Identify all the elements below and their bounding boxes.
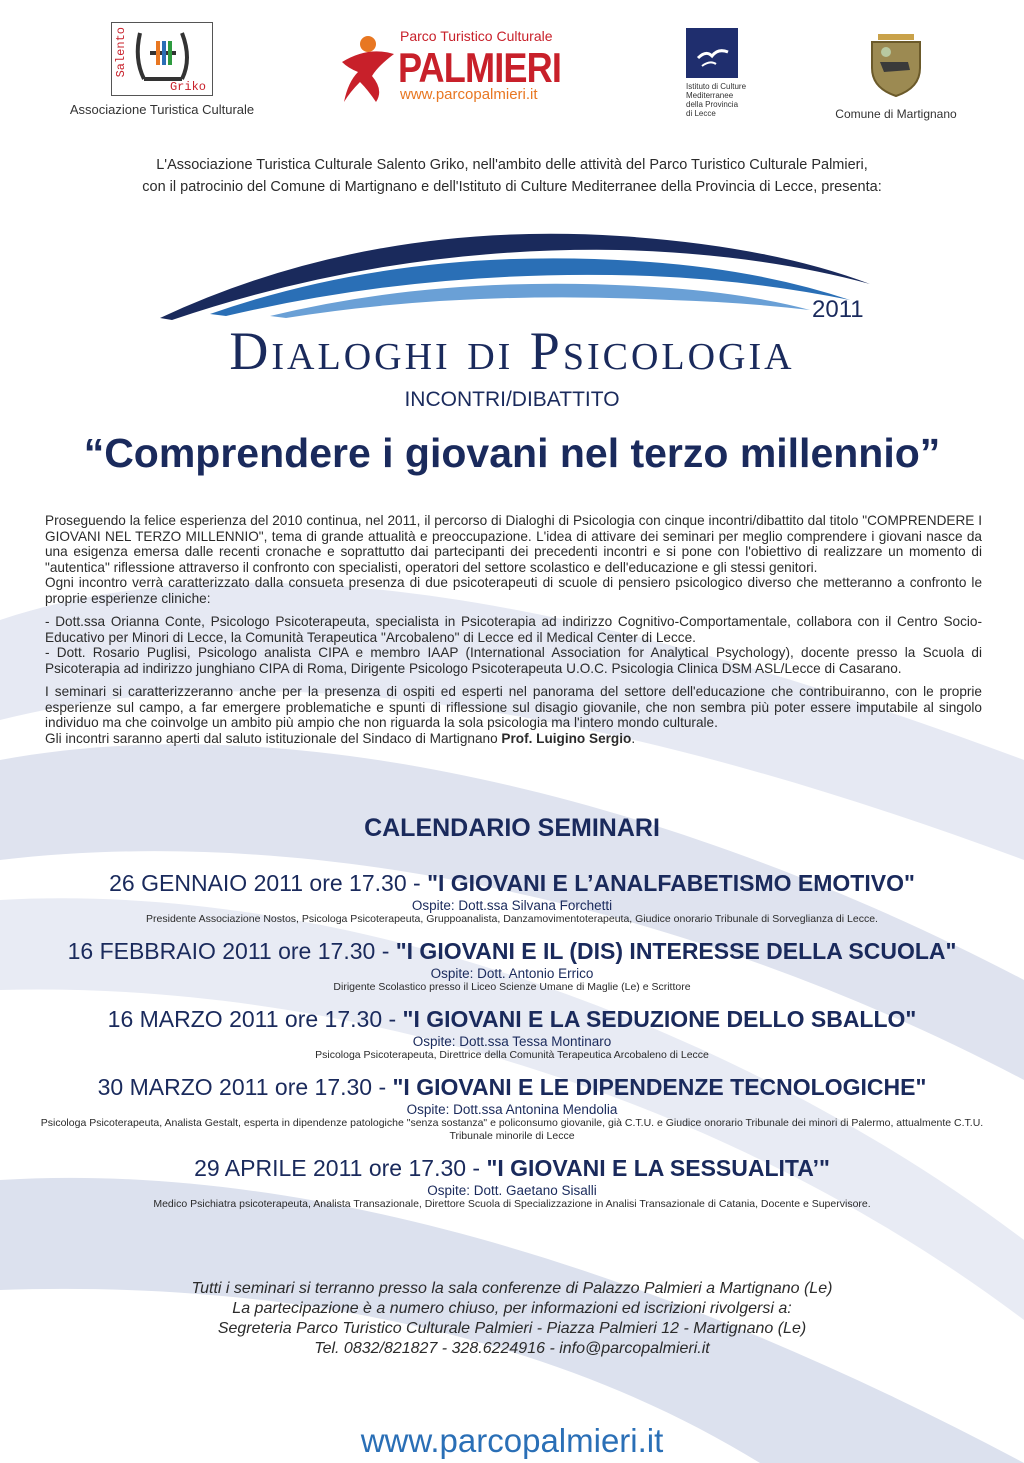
event-title: "I GIOVANI E L’ANALFABETISMO EMOTIVO" — [427, 870, 915, 896]
subtitle: INCONTRI/DIBATTITO — [404, 388, 620, 411]
body-paragraph: Proseguendo la felice esperienza del 2010 continua, nel 2011, il percorso di Dialoghi di Psicologia con cinque incontri/dibattito dal titolo "COMPRENDERE I GIOVANI NEL TERZO MILLENNIO", tema di grande attualità e preoccupazione. L'idea di attivare dei seminari per meglio comprendere i giovani nasce da una esigenza emersa dalle recenti cronache e soprattutto dai partecipanti dei precedenti incontri e si pone con l'obiettivo di realizzare un momento di "autentica" riflessione attraverso il confronto con specialisti, operatori del settore scolastico e dell'educazione e gli stessi genitori. — [45, 513, 982, 575]
body-paragraph: Ogni incontro verrà caratterizzato dalla consueta presenza di due psicoterapeuti di scuole di pensiero psicologico diverso che metteranno a confronto le proprie esperienze cliniche: — [45, 575, 982, 606]
body-text — [45, 513, 982, 746]
event-list — [30, 868, 994, 1221]
sindaco-name: Prof. Luigino Sergio — [501, 730, 632, 746]
event-date: 16 MARZO 2011 ore 17.30 - — [107, 1006, 403, 1032]
event-heading — [30, 1153, 994, 1183]
body-paragraph-sindaco — [45, 731, 982, 747]
sindaco-end: . — [631, 730, 636, 746]
istituto-line: Mediterranee — [686, 91, 734, 100]
footer-info — [0, 1279, 1024, 1359]
swoosh-graphic — [150, 218, 880, 328]
event-title: "I GIOVANI E IL (DIS) INTERESSE DELLA SCUOLA" — [395, 938, 957, 964]
palmieri-tagline: Parco Turistico Culturale — [400, 28, 553, 44]
body-paragraph-conte — [45, 614, 982, 645]
event-guest-desc: Dirigente Scolastico presso il Liceo Scienze Umane di Maglie (Le) e Scrittore — [333, 981, 691, 993]
event-heading — [30, 1072, 994, 1102]
conte-desc: Psicologo Psicoterapeuta, specialista in Psicoterapia ad indirizzo Cognitivo-Comportamentale, collabora con il Centro Socio-Educativo per Minori di Lecce, la Comunità Terapeutica "Arcobaleno" di Lecce ed il Medical Center di Lecce. — [45, 614, 982, 645]
event-guest-desc: Presidente Associazione Nostos, Psicologa Psicoterapeuta, Gruppoanalista, Danzamovimentoterapeuta, Giudice onorario Tribunale di Sorveglianza di Lecce. — [146, 913, 878, 925]
event-guest-desc: Medico Psichiatra psicoterapeuta, Analista Transazionale, Direttore Scuola di Specializzazione in Analisi Transazionale di Catania, Docente e Supervisore. — [153, 1198, 871, 1210]
event-guest: Ospite: Dott. Antonio Errico — [430, 966, 594, 981]
intro-line: L'Associazione Turistica Culturale Salento Griko, nell'ambito delle attività del Parco Turistico Culturale Palmieri, — [156, 157, 868, 173]
palmieri-logo — [338, 24, 578, 104]
footer-line: Segreteria Parco Turistico Culturale Palmieri - Piazza Palmieri 12 - Martignano (Le) — [217, 1320, 807, 1337]
griko-mark — [111, 22, 213, 96]
event-date: 16 FEBBRAIO 2011 ore 17.30 - — [67, 938, 396, 964]
event-title: "I GIOVANI E LA SEDUZIONE DELLO SBALLO" — [402, 1006, 917, 1032]
sindaco-text: Gli incontri saranno aperti dal saluto istituzionale del Sindaco di Martignano — [45, 730, 502, 746]
body-paragraph: I seminari si caratterizzeranno anche per la presenza di ospiti ed esperti nel panorama del settore dell'educazione che contribuiranno, con le proprie esperienze sul campo, a far emergere problematiche e spunti di riflessione sul disagio giovanile, che non sembra più poter essere imputabile al singolo individuo ma che coinvolge un ambito più ampio che non riguarda la sola psicologia ma l'intero mondo culturale. — [45, 684, 982, 730]
puglisi-desc: Psicologo analista CIPA e membro IAAP (International Association for Analytical Psychology), docente presso la Scuola di Psicoterapia ad indirizzo junghiano CIPA di Roma, Dirigente Psicologo Psicoterapeuta U.O.C. Psicologia Clinica DSM ASL/Lecce di Casarano. — [45, 645, 982, 676]
event-date: 29 APRILE 2011 ore 17.30 - — [194, 1155, 487, 1181]
istituto-line: della Provincia — [686, 100, 739, 109]
conte-name: - Dott.ssa Orianna Conte, — [45, 614, 205, 629]
footer-contacts: Tel. 0832/821827 - 328.6224916 - info@parcopalmieri.it — [314, 1340, 710, 1357]
coat-of-arms-icon — [856, 28, 936, 98]
event-date: 30 MARZO 2011 ore 17.30 - — [97, 1074, 393, 1100]
griko-caption: Associazione Turistica Culturale — [69, 102, 255, 117]
event-guest: Ospite: Dott.ssa Silvana Forchetti — [411, 898, 613, 913]
event-item — [30, 936, 994, 994]
event-guest-desc: Psicologa Psicoterapeuta, Analista Gestalt, esperta in dipendenze patologiche "senza sostanza" e policonsumo giovanile, già C.T.U. e Giudice onorario Tribunale dei minori di Palermo, attualmente C.T.U. Tribunale minorile di Lecce — [40, 1117, 984, 1142]
intro — [40, 154, 984, 198]
event-item — [30, 1153, 994, 1211]
headline: “Comprendere i giovani nel terzo millennio” — [83, 430, 941, 476]
event-guest: Ospite: Dott.ssa Tessa Montinaro — [412, 1034, 612, 1049]
istituto-birds-icon — [686, 28, 738, 78]
main-title: Dialoghi di Psicologia — [229, 321, 795, 381]
palmieri-web: www.parcopalmieri.it — [400, 86, 538, 103]
calendar-title: CALENDARIO SEMINARI — [364, 814, 660, 842]
event-heading — [30, 1004, 994, 1034]
event-title: "I GIOVANI E LE DIPENDENZE TECNOLOGICHE" — [392, 1074, 927, 1100]
website-url: www.parcopalmieri.it — [360, 1422, 664, 1459]
puglisi-name: - Dott. Rosario Puglisi, — [45, 645, 191, 660]
salento-griko-logo — [62, 22, 262, 117]
footer-line: Tutti i seminari si terranno presso la sala conferenze di Palazzo Palmieri a Martignano (Le) — [191, 1280, 833, 1297]
event-item — [30, 1072, 994, 1143]
title-year: 2011 — [812, 296, 864, 323]
event-date: 26 GENNAIO 2011 ore 17.30 - — [109, 870, 428, 896]
palmieri-name: PALMIERI — [398, 44, 562, 91]
body-paragraph-puglisi — [45, 645, 982, 676]
event-guest: Ospite: Dott.ssa Antonina Mendolia — [406, 1102, 618, 1117]
istituto-line: Istituto di Culture — [686, 82, 747, 91]
comune-caption: Comune di Martignano — [835, 107, 957, 121]
griko-word-griko: Griko — [169, 80, 206, 94]
istituto-logo — [686, 28, 776, 128]
event-heading — [30, 868, 994, 898]
event-title: "I GIOVANI E LA SESSUALITA’" — [486, 1155, 830, 1181]
comune-logo — [826, 28, 966, 121]
event-item — [30, 868, 994, 926]
event-guest-desc: Psicologa Psicoterapeuta, Direttrice della Comunità Terapeutica Arcobaleno di Lecce — [315, 1049, 709, 1061]
event-heading — [30, 936, 994, 966]
footer-line: La partecipazione è a numero chiuso, per informazioni ed iscrizioni rivolgersi a: — [232, 1300, 792, 1317]
istituto-text — [686, 82, 776, 118]
griko-word-salento: Salento — [114, 27, 128, 78]
palmieri-figure-icon — [338, 32, 398, 104]
event-guest: Ospite: Dott. Gaetano Sisalli — [427, 1183, 597, 1198]
istituto-mark — [686, 28, 738, 78]
event-item — [30, 1004, 994, 1062]
istituto-line: di Lecce — [686, 109, 716, 118]
intro-line: con il patrocinio del Comune di Martignano e dell'Istituto di Culture Mediterranee della Provincia di Lecce, presenta: — [142, 179, 882, 195]
